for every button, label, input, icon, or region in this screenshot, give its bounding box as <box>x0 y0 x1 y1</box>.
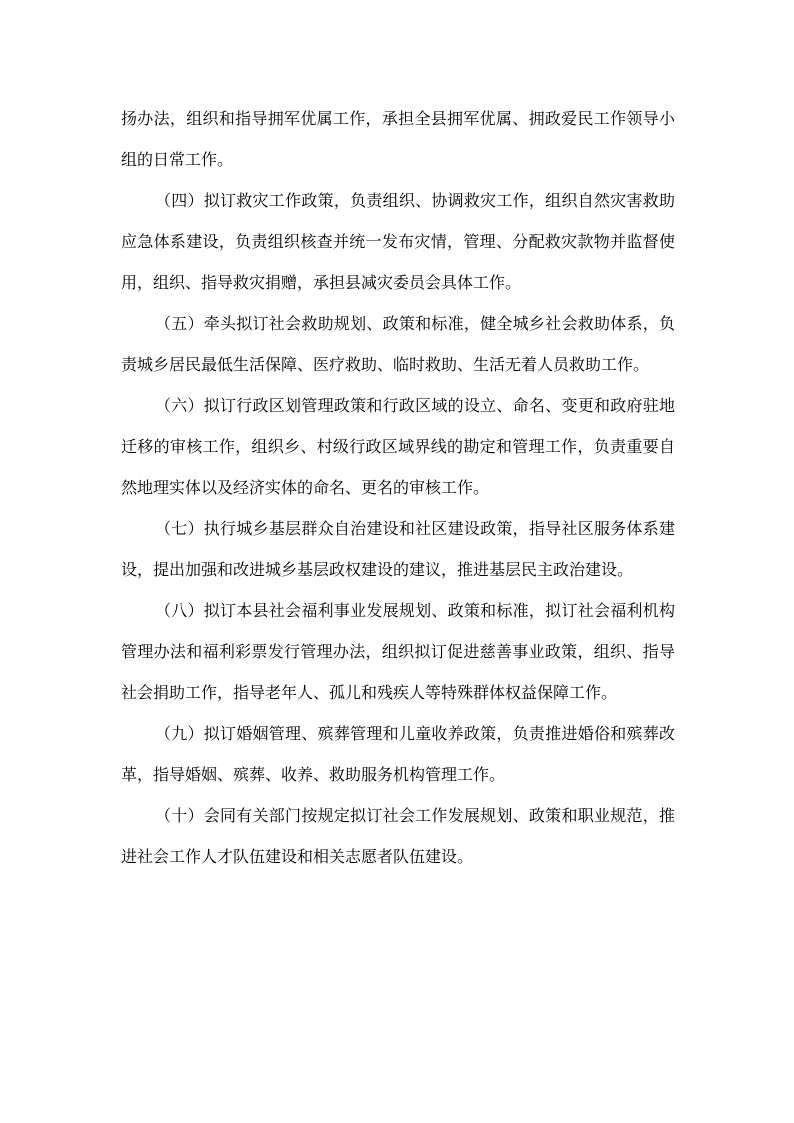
document-body <box>121 98 675 877</box>
paragraph-item-10: （十）会同有关部门按规定拟订社会工作发展规划、政策和职业规范，推进社会工作人才队伍建设和相关志愿者队伍建设。 <box>121 806 675 866</box>
paragraph-item-5: （五）牵头拟订社会救助规划、政策和标准，健全城乡社会救助体系，负责城乡居民最低生活保障、医疗救助、临时救助、生活无着人员救助工作。 <box>121 314 675 374</box>
paragraph-item-7: （七）执行城乡基层群众自治建设和社区建设政策，指导社区服务体系建设，提出加强和改进城乡基层政权建设的建议，推进基层民主政治建设。 <box>121 519 675 579</box>
paragraph-item-9: （九）拟订婚姻管理、殡葬管理和儿童收养政策，负责推进婚俗和殡葬改革，指导婚姻、殡葬、收养、救助服务机构管理工作。 <box>121 724 675 784</box>
paragraph-item-8: （八）拟订本县社会福利事业发展规划、政策和标准，拟订社会福利机构管理办法和福利彩票发行管理办法，组织拟订促进慈善事业政策，组织、指导社会捐助工作，指导老年人、孤儿和残疾人等特殊群体权益保障工作。 <box>121 601 675 702</box>
paragraph-item-6: （六）拟订行政区划管理政策和行政区域的设立、命名、变更和政府驻地迁移的审核工作，组织乡、村级行政区域界线的勘定和管理工作，负责重要自然地理实体以及经济实体的命名、更名的审核工作。 <box>121 396 675 497</box>
paragraph-item-4: （四）拟订救灾工作政策，负责组织、协调救灾工作，组织自然灾害救助应急体系建设，负责组织核查并统一发布灾情，管理、分配救灾款物并监督使用，组织、指导救灾捐赠，承担县减灾委员会具体工作。 <box>121 191 675 292</box>
paragraph-continuation: 扬办法，组织和指导拥军优属工作，承担全县拥军优属、拥政爱民工作领导小组的日常工作。 <box>121 109 675 169</box>
